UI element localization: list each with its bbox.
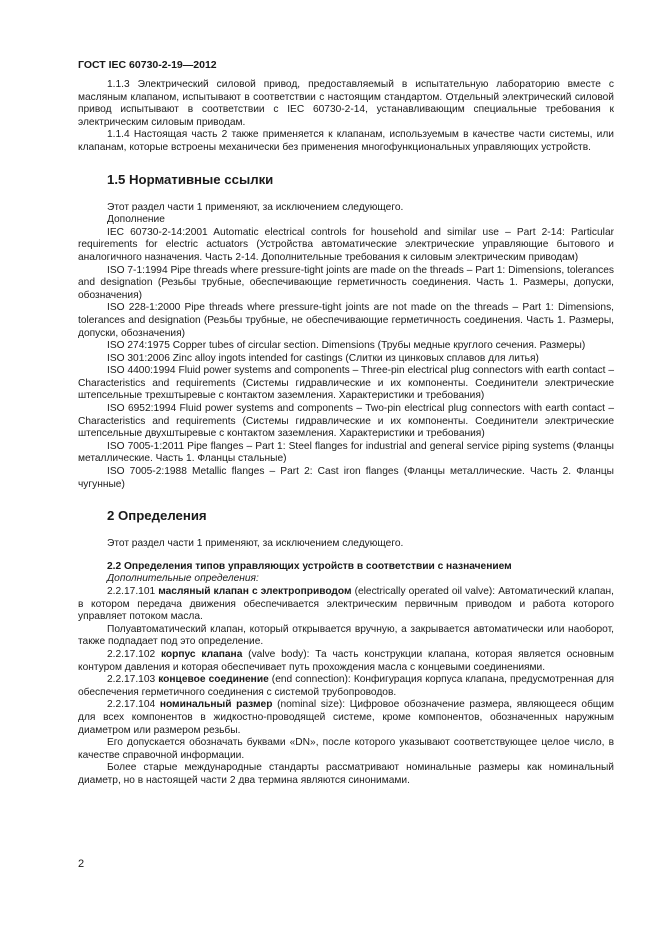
paragraph-1-1-3: 1.1.3 Электрический силовой привод, предоставляемый в испытательную лабораторию вместе с масляным клапаном, испытывают в соответствии с настоящим стандартом. Отдельный электрический силовой привод испытывают в соответствии с IEC 60730-2-14, устанавливающим специальные требования к электрическим силовым приводам.	[78, 79, 614, 128]
definition-2-2-17-103: 2.2.17.103 концевое соединение (end connection): Конфигурация корпуса клапана, предусмотренная для обеспечения герметичного соединения с системой трубопроводов.	[78, 674, 614, 698]
definition-term: масляный клапан с электроприводом	[158, 586, 352, 597]
document-page	[78, 58, 614, 788]
page-number: 2	[78, 858, 85, 870]
definition-2-2-17-102: 2.2.17.102 корпус клапана (valve body): Та часть конструкции клапана, которая является основным контуром давления и которая обеспечивает путь прохождения масла с концевыми соединениями.	[78, 648, 614, 673]
section-2-title: 2 Определения	[107, 508, 207, 524]
reference-item: ISO 6952:1994 Fluid power systems and components – Two-pin electrical plug connectors with earth contact – Characteristics and requirements (Системы гидравлические и их компоненты. Соединители электрические штепсельные двухштыревые с контактом заземления. Характеристики и требования)	[78, 403, 614, 440]
paragraph-1-1-4: 1.1.4 Настоящая часть 2 также применяется к клапанам, используемым в качестве части системы, или клапанам, которые встроены механически без применения многофункциональных управляющих устройств.	[78, 129, 614, 153]
reference-item: ISO 4400:1994 Fluid power systems and components – Three-pin electrical plug connectors with earth contact – Characteristics and requirements (Системы гидравлические и их компоненты. Соединители электрические штепсельные трехштыревые с контактом заземления. Характеристики и требования)	[78, 365, 614, 402]
section-2-2-title: 2.2 Определения типов управляющих устройств в соответствии с назначением	[107, 560, 512, 572]
definition-2-2-17-101: 2.2.17.101 масляный клапан с электроприводом (electrically operated oil valve): Автоматический клапан, в котором передача движения обеспечивается электрическим первичным приводом и работа которого управляет потоком масла.	[78, 586, 614, 623]
definition-2-2-17-104: 2.2.17.104 номинальный размер (nominal size): Цифровое обозначение размера, являющееся общим для всех компонентов в жидкостно-проводящей системе, кроме компонентов, обозначенных наружным диаметром или размером резьбы.	[78, 699, 614, 736]
definition-2-2-17-104-note-2: Более старые международные стандарты рассматривают номинальные размеры как номинальный диаметр, но в настоящей части 2 два термина являются синонимами.	[78, 762, 614, 786]
section-2-intro: Этот раздел части 1 применяют, за исключением следующего.	[107, 538, 404, 550]
definition-2-2-17-104-note-1: Его допускается обозначать буквами «DN», после которого указывают соответствующее целое число, в качестве справочной информации.	[78, 737, 614, 761]
definition-term: номинальный размер	[159, 699, 273, 711]
definition-2-2-17-101-note: Полуавтоматический клапан, который открывается вручную, а закрывается автоматически или наоборот, также подпадает под это определение.	[78, 623, 614, 648]
reference-item: IEC 60730-2-14:2001 Automatic electrical controls for household and similar use – Part 2-14: Particular requirements for electric actuators (Устройства автоматические электрические управляющие бытового и аналогичного назначения. Часть 2-14. Дополнительные требования к силовым электрическим приводам)	[78, 226, 614, 263]
section-1-5-intro: Этот раздел части 1 применяют, за исключением следующего.	[107, 201, 404, 213]
document-header: ГОСТ IEC 60730-2-19—2012	[78, 59, 217, 71]
reference-item: ISO 7-1:1994 Pipe threads where pressure-tight joints are made on the threads – Part 1: Dimensions, tolerances and designation (Резьбы трубные, обеспечивающие герметичность соединения. Часть 1. Размеры, допуски, обозначения)	[78, 264, 614, 301]
definition-term: концевое соединение	[158, 674, 269, 686]
section-2-2-addition: Дополнительные определения:	[107, 573, 259, 585]
reference-item: ISO 7005-2:1988 Metallic flanges – Part 2: Cast iron flanges (Фланцы металлические. Часть 2. Фланцы чугунные)	[78, 466, 614, 490]
reference-item: ISO 301:2006 Zinc alloy ingots intended for castings (Слитки из цинковых сплавов для литья)	[107, 352, 539, 364]
reference-item: ISO 7005-1:2011 Pipe flanges – Part 1: Steel flanges for industrial and general service piping systems (Фланцы металлические. Часть 1. Фланцы стальные)	[78, 440, 614, 465]
section-1-5-title: 1.5 Нормативные ссылки	[107, 171, 274, 187]
definition-term: корпус клапана	[160, 648, 243, 660]
reference-item: ISO 274:1975 Copper tubes of circular section. Dimensions (Трубы медные круглого сечения. Размеры)	[107, 340, 586, 352]
reference-item: ISO 228-1:2000 Pipe threads where pressure-tight joints are not made on the threads – Part 1: Dimensions, tolerances and designation (Резьбы трубные, не обеспечивающие герметичность соединения. Часть 1. Размеры, допуски, обозначения)	[78, 302, 614, 339]
section-1-5-addition: Дополнение	[107, 214, 165, 226]
reference-list	[78, 227, 614, 491]
